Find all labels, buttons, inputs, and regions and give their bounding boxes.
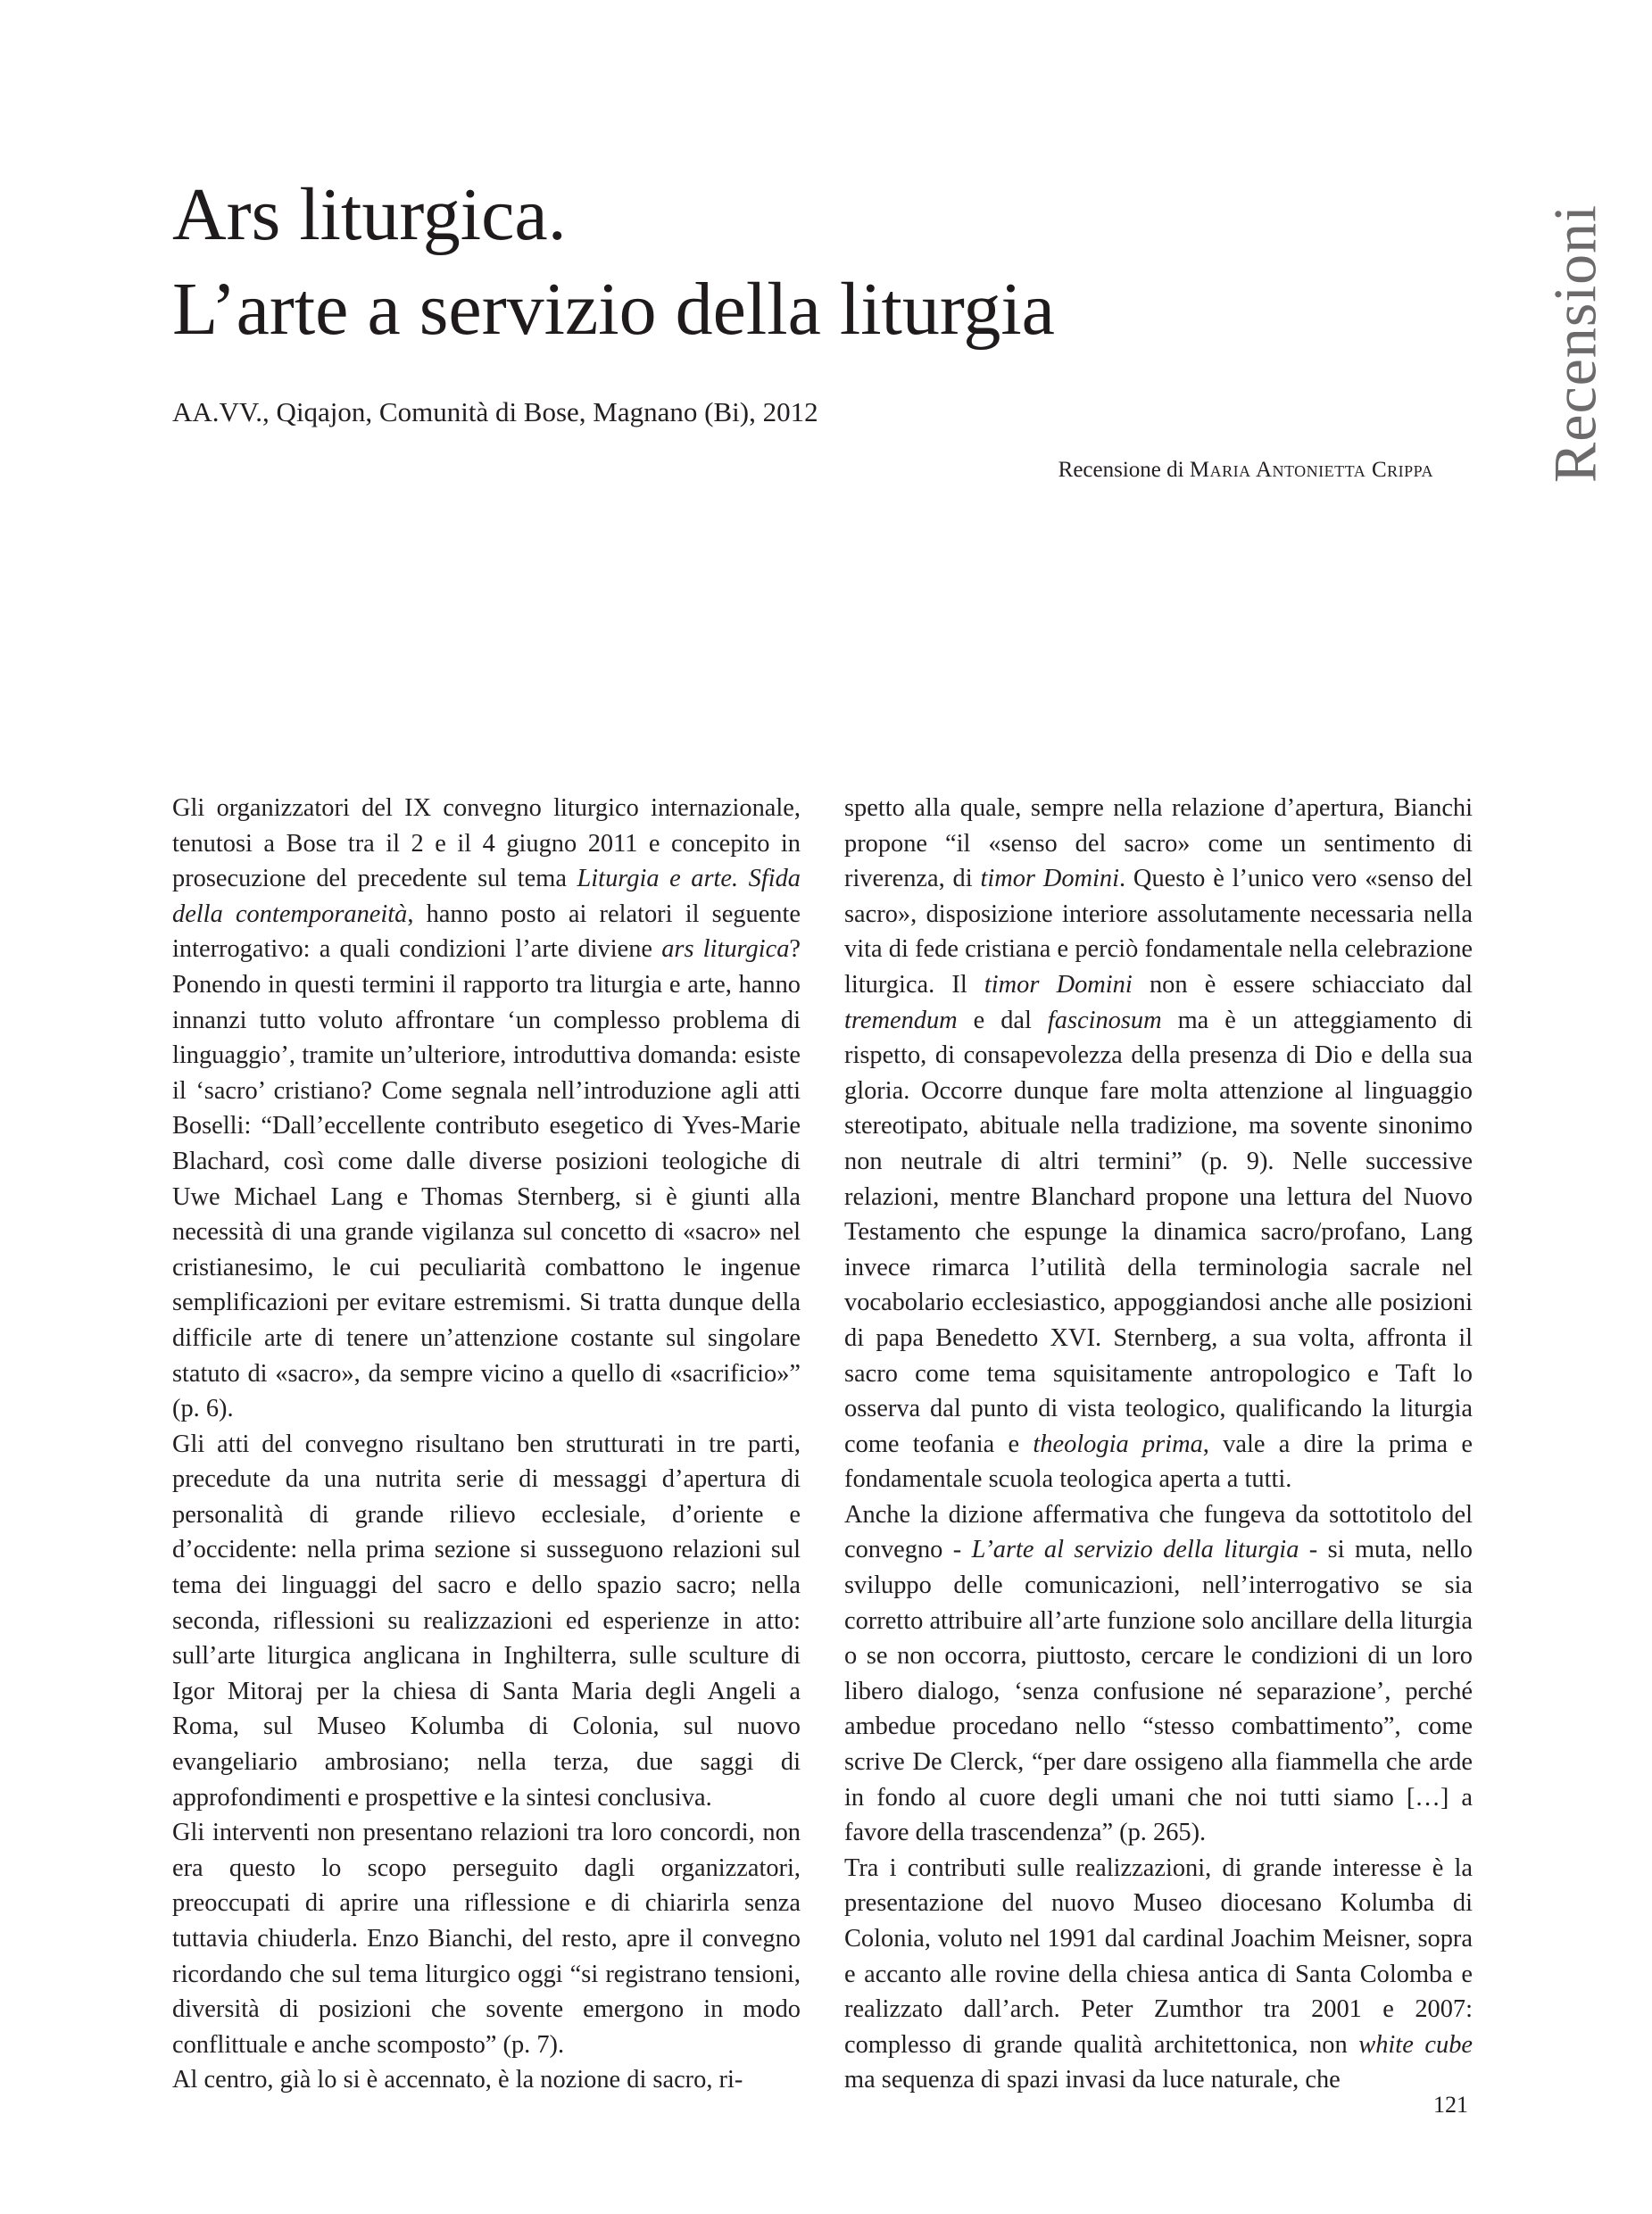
text-run: non è essere schiacciato dal (1132, 970, 1473, 999)
text-run: e dal (957, 1006, 1048, 1034)
text-run: Anche la dizione affermativa che fungeva da sottotitolo del convegno - (844, 1500, 1473, 1564)
text-run: , hanno posto ai relatori il seguente interrogativo: a quali condizioni l’arte diviene (172, 900, 801, 964)
text-run: Gli organizzatori del IX convegno liturgico internazionale, tenutosi a Bose tra il 2 e il 4 giugno 2011 e concepito in prosecuzione del precedente sul tema (172, 794, 801, 893)
paragraph: Gli interventi non presentano relazioni tra loro concordi, non era questo lo scopo perseguito dagli organizzatori, preoccupati di aprire una riflessione e di chiarirla senza tuttavia chiuderla. Enzo Bianchi, del resto, apre il convegno ricordando che sul tema liturgico oggi “si registrano tensioni, diversità di posizioni che sovente emergono in modo conflittuale e anche scomposto” (p. 7). (172, 1819, 801, 2059)
text-run: - si muta, nello sviluppo delle comunicazioni, nell’interrogativo se sia corretto attribuire all’arte funzione solo ancillare della liturgia o se non occorra, piuttosto, cercare le condizioni di un loro libero dialogo, ‘senza confusione né separazione’, perché ambedue procedano nello “stesso combattimento”, come scrive De Clerck, “per dare ossigeno alla fiammella che arde in fondo al cuore degli umani che noi tutti siamo […] a favore della trascendenza” (p. 265). (844, 1536, 1473, 1847)
paragraph: Gli atti del convegno risultano ben strutturati in tre parti, precedute da una nutrita serie di messaggi d’apertura di personalità di grande rilievo ecclesiale, d’oriente e d’occidente: nella prima sezione si susseguono relazioni sul tema dei linguaggi del sacro e dello spazio sacro; nella seconda, riflessioni su realizzazioni ed esperienze in atto: sull’arte liturgica anglicana in Inghilterra, sulle sculture di Igor Mitoraj per la chiesa di Santa Maria degli Angeli a Roma, sul Museo Kolumba di Colonia, sul nuovo evangeliario ambrosiano; nella terza, due saggi di approfondimenti e prospettive e la sintesi conclusiva. (172, 1430, 801, 1812)
italic-run: fascinosum (1047, 1006, 1162, 1034)
paragraph (844, 791, 1473, 1497)
italic-run: timor Domini (984, 970, 1133, 999)
section-tab (1526, 201, 1624, 486)
section-tab-label: Recensioni (1540, 203, 1609, 484)
right-column (844, 791, 1473, 2098)
author-name: Maria Antonietta Crippa (1189, 458, 1433, 482)
text-run: ma sequenza di spazi invasi da luce naturale, che (844, 2066, 1341, 2094)
text-run: . Questo è l’unico vero «senso del sacro», disposizione interiore assolutamente necessaria nella vita di fede cristiana e perciò fondamentale nella celebrazione liturgica. Il (844, 865, 1473, 999)
article-title-line-2: L’arte a servizio della liturgia (172, 268, 1055, 351)
paragraph (844, 1851, 1473, 2098)
article-title (172, 168, 1332, 357)
italic-run: Liturgia e arte. Sfida della contemporaneità (172, 865, 801, 928)
book-reference: AA.VV., Qiqajon, Comunità di Bose, Magnano (Bi), 2012 (172, 396, 818, 427)
text-run: ma è un atteggiamento di rispetto, di consapevolezza della presenza di Dio e della sua gloria. Occorre dunque fare molta attenzione al linguaggio stereotipato, abituale nella tradizione, ma sovente sinonimo non neutrale di altri termini” (p. 9). Nelle successive relazioni, mentre Blanchard propone una lettura del Nuovo Testamento che espunge la dinamica sacro/profano, Lang invece rimarca l’utilità della terminologia sacrale nel vocabolario ecclesiastico, appoggiandosi anche alle posizioni di papa Benedetto XVI. Sternberg, a sua volta, affronta il sacro come tema squisitamente antropologico e Taft lo osserva dal punto di vista teologico, qualificando la liturgia come teofania e (844, 1006, 1473, 1458)
text-run: ? Ponendo in questi termini il rapporto tra liturgia e arte, hanno innanzi tutto voluto affrontare ‘un complesso problema di linguaggio’, tramite un’ulteriore, introduttiva domanda: esiste il ‘sacro’ cristiano? Come segnala nell’introduzione agli atti Boselli: “Dall’eccellente contributo esegetico di Yves-Marie Blachard, così come dalle diverse posizioni teologiche di Uwe Michael Lang e Thomas Sternberg, si è giunti alla necessità di una grande vigilanza sul concetto di «sacro» nel cristianesimo, le cui peculiarità combattono le ingenue semplificazioni per evitare estremismi. Si tratta dunque della difficile arte di tenere un’attenzione costante sul singolare statuto di «sacro», da sempre vicino a quello di «sacrificio»” (p. 6). (172, 935, 801, 1423)
paragraph: Al centro, già lo si è accennato, è la nozione di sacro, ri- (172, 2066, 743, 2094)
text-run: spetto alla quale, sempre nella relazione d’apertura, Bianchi propone “il «senso del sacro» come un sentimento di riverenza, di (844, 794, 1473, 893)
italic-run: tremendum (844, 1006, 958, 1034)
left-column (172, 791, 801, 2098)
text-run: , vale a dire la prima e fondamentale scuola teologica aperta a tutti. (844, 1430, 1473, 1494)
italic-run: timor Domini (980, 865, 1119, 893)
italic-run: ars liturgica (661, 935, 790, 964)
review-byline (1058, 455, 1433, 485)
byline-prefix: Recensione di (1058, 458, 1190, 482)
italic-run: white cube (1358, 2030, 1473, 2059)
paragraph (844, 1497, 1473, 1851)
page-number: 121 (1433, 2092, 1468, 2118)
paragraph (172, 791, 801, 1427)
italic-run: theologia prima (1033, 1430, 1203, 1458)
italic-run: L’arte al servizio della liturgia (971, 1536, 1299, 1564)
text-run: Tra i contributi sulle realizzazioni, di grande interesse è la presentazione del nuovo Museo diocesano Kolumba di Colonia, voluto nel 1991 dal cardinal Joachim Meisner, sopra e accanto alle rovine della chiesa antica di Santa Colomba e realizzato dall’arch. Peter Zumthor tra 2001 e 2007: complesso di grande qualità architettonica, non (844, 1853, 1473, 2059)
article-title-line-1: Ars liturgica. (172, 173, 567, 256)
